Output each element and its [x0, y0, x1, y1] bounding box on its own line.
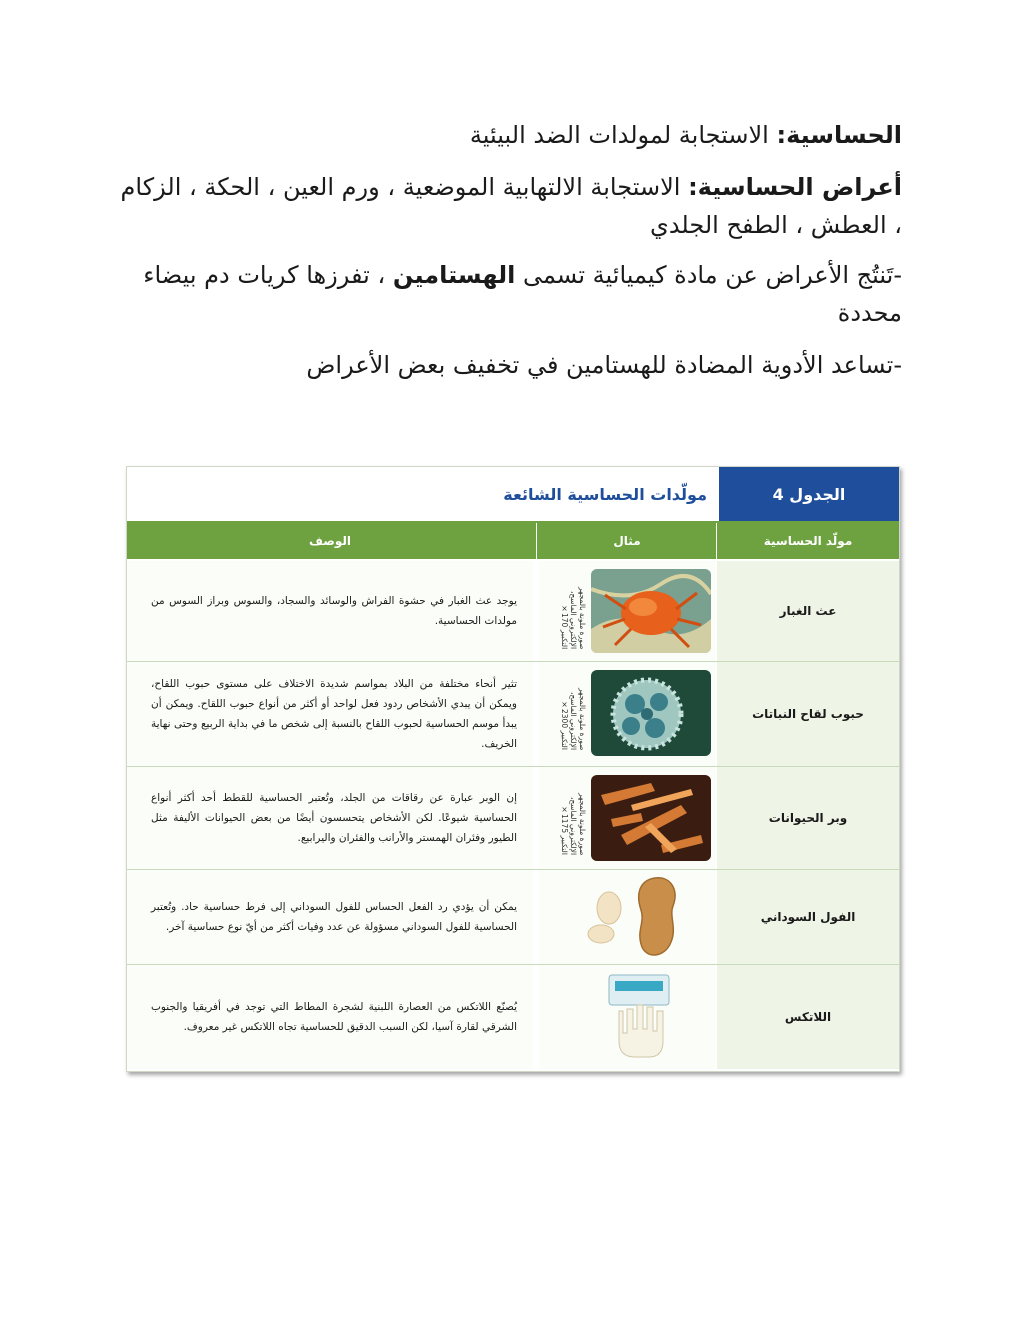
table-row: [127, 965, 899, 1069]
table-row: [127, 767, 899, 870]
symptoms-text: الاستجابة الالتهابية الموضعية ، ورم العين ، الحكة ، الزكام ، العطش ، الطفح الجلدي: [120, 173, 902, 239]
description-cell: [127, 662, 533, 766]
header-example: مثال: [613, 534, 641, 548]
table-title: مولّدات الحساسية الشائعة: [503, 484, 707, 504]
table-row: [127, 662, 899, 767]
histamine-after: ، تفرزها كريات دم بيضاء محددة: [143, 261, 902, 327]
peanut-image: [575, 872, 695, 962]
table-row: [127, 870, 899, 965]
description-text: إن الوبر عبارة عن رقاقات من الجلد، وتُعتبر الحساسية للقطط أحد أكثر أنواع الحساسية شيوعًا. لكن الأشخاص يتحسسون أيضًا من بعض الحيوانات الأليفة مثل الطيور وفئران الهمستر والأرانب والفئران واليرابيع.: [151, 792, 517, 844]
dust-mite-image: [591, 569, 711, 653]
image-caption: صورة ملونة بالمجهر الإلكتروني الماسح، التكبير 2300×: [560, 687, 587, 750]
histamine-term: الهستامين: [392, 261, 516, 289]
allergen-name: وبر الحيوانات: [717, 767, 899, 869]
pollen-image: [591, 670, 711, 756]
description-cell: [127, 767, 533, 869]
description-text: يمكن أن يؤدي رد الفعل الحساس للفول السوداني إلى فرط حساسية حاد. وتُعتبر الحساسية للفول السوداني مسؤولة عن عدد وفيات أكثر من أيّ نوع حساسية آخر.: [151, 901, 517, 933]
table-title-bar: [127, 467, 899, 523]
description-text: يوجد عث الغبار في حشوة الفراش والوسائد والسجاد، والسوس وبراز السوس من مولدات الحساسية.: [151, 595, 517, 627]
notes-section: [120, 116, 902, 384]
definition-text: الاستجابة لمولدات الضد البيئية: [469, 121, 777, 149]
description-text: تثير أنحاء مختلفة من البلاد بمواسم شديدة الاختلاف على مستوى حبوب اللقاح، ويمكن أن يبدي الأشخاص ردود فعل لواحد أو أكثر من أنواع حبوب اللقاح. ويمكن أن يبدأ موسم الحساسية لحبوب اللقاح بالنسبة إلى شخص ما في بداية الربيع وحتى نهاية الخريف.: [151, 678, 517, 750]
allergen-name: الفول السوداني: [717, 870, 899, 964]
description-cell: [127, 561, 533, 661]
example-cell: [539, 870, 715, 964]
image-caption: صورة ملونة بالمجهر الإلكتروني الماسح، التكبير 1175×: [560, 792, 587, 855]
histamine-note: [120, 256, 902, 332]
image-caption: صورة ملونة بالمجهر الإلكتروني الماسح، التكبير 170×: [560, 586, 587, 649]
example-cell: [539, 767, 715, 869]
antihistamine-note: -تساعد الأدوية المضادة للهستامين في تخفيف بعض الأعراض: [306, 351, 902, 379]
example-cell: [539, 965, 715, 1069]
table-number-badge: الجدول 4: [719, 467, 899, 521]
header-description: الوصف: [308, 534, 352, 548]
allergen-name: اللاتكس: [717, 965, 899, 1069]
description-cell: [127, 965, 533, 1069]
latex-gloves-image: [605, 971, 675, 1063]
table-row: [127, 561, 899, 662]
header-allergen: مولّد الحساسية: [763, 534, 853, 548]
animal-dander-image: [591, 775, 711, 861]
symptoms-label: أعراض الحساسية:: [688, 173, 902, 201]
description-text: يُصنّع اللاتكس من العصارة اللبنية لشجرة المطاط التي توجد في أفريقيا والجنوب الشرقي لقارة آسيا، لكن السبب الدقيق للحساسية تجاه اللاتكس غير معروف.: [151, 1001, 517, 1033]
table-header-row: [127, 523, 899, 559]
definition-label: الحساسية:: [776, 121, 902, 149]
allergen-name: عث الغبار: [717, 561, 899, 661]
example-cell: [539, 662, 715, 766]
allergy-symptoms: [120, 168, 902, 244]
histamine-before: -تَنتُج الأعراض عن مادة كيميائية تسمى: [515, 261, 902, 289]
example-cell: [539, 561, 715, 661]
allergens-table-figure: [126, 466, 900, 1072]
allergy-definition: [120, 116, 902, 154]
description-cell: [127, 870, 533, 964]
allergen-name: حبوب لقاح النباتات: [717, 662, 899, 766]
